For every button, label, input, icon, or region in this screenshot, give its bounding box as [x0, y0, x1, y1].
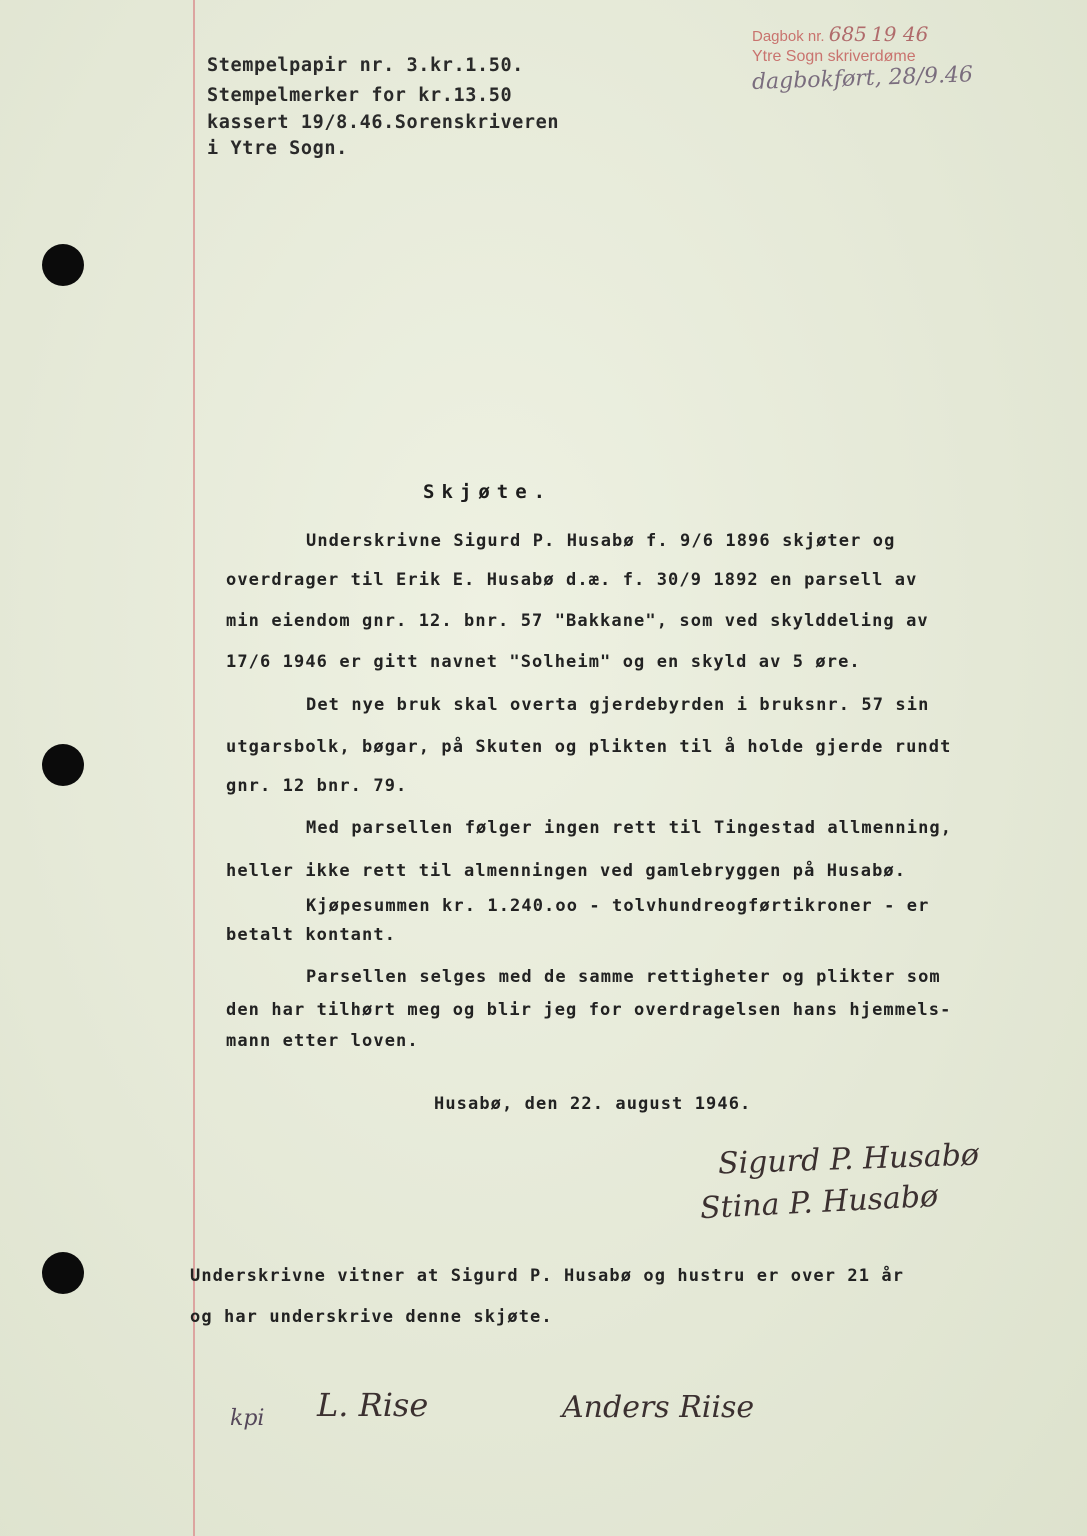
copy-note: kpi: [230, 1406, 265, 1431]
body-line: Med parsellen følger ingen rett til Tingestad allmenning,: [306, 818, 953, 838]
punch-hole: [42, 1252, 84, 1294]
signature-witness-1: L. Rise: [317, 1386, 429, 1424]
signature-seller-1: Sigurd P. Husabø: [717, 1137, 980, 1182]
body-line: Underskrivne Sigurd P. Husabø f. 9/6 1896 skjøter og: [306, 531, 896, 551]
place-date: Husabø, den 22. august 1946.: [434, 1094, 752, 1114]
registry-year: 19 46: [871, 22, 929, 46]
registry-number: 685: [828, 22, 867, 46]
body-line: betalt kontant.: [226, 925, 397, 945]
registry-date: dagbokført, 28/9.46: [751, 62, 974, 95]
body-line: den har tilhørt meg og blir jeg for overdragelsen hans hjemmels-: [226, 1000, 952, 1020]
registry-label: Dagbok nr.: [752, 28, 825, 45]
body-line: Det nye bruk skal overta gjerdebyrden i bruksnr. 57 sin: [306, 695, 930, 715]
registry-office: Ytre Sogn skriverdøme: [752, 48, 916, 65]
body-line: Parsellen selges med de samme rettigheter og plikter som: [306, 967, 941, 987]
body-line: utgarsbolk, bøgar, på Skuten og plikten til å holde gjerde rundt: [226, 737, 952, 757]
stamp-line: Stempelpapir nr. 3.kr.1.50.: [207, 55, 524, 76]
body-line: heller ikke rett til almenningen ved gamlebryggen på Husabø.: [226, 861, 907, 881]
body-line: gnr. 12 bnr. 79.: [226, 776, 408, 796]
margin-rule: [193, 0, 195, 1536]
body-line: overdrager til Erik E. Husabø d.æ. f. 30/9 1892 en parsell av: [226, 570, 918, 590]
registry-stamp: [752, 22, 973, 95]
signature-seller-2: Stina P. Husabø: [699, 1178, 939, 1227]
stamp-line: i Ytre Sogn.: [207, 138, 348, 159]
body-line: min eiendom gnr. 12. bnr. 57 "Bakkane", som ved skylddeling av: [226, 611, 929, 631]
punch-hole: [42, 244, 84, 286]
witness-line: og har underskrive denne skjøte.: [190, 1307, 553, 1327]
stamp-line: Stempelmerker for kr.13.50: [207, 85, 513, 106]
signature-witness-2: Anders Riise: [562, 1390, 755, 1425]
body-line: mann etter loven.: [226, 1031, 419, 1051]
stamp-line: kassert 19/8.46.Sorenskriveren: [207, 112, 560, 133]
body-line: 17/6 1946 er gitt navnet "Solheim" og en skyld av 5 øre.: [226, 652, 861, 672]
punch-hole: [42, 744, 84, 786]
witness-line: Underskrivne vitner at Sigurd P. Husabø og hustru er over 21 år: [190, 1266, 905, 1286]
body-line: Kjøpesummen kr. 1.240.oo - tolvhundreogførtikroner - er: [306, 896, 930, 916]
document-title: Skjøte.: [423, 481, 553, 503]
